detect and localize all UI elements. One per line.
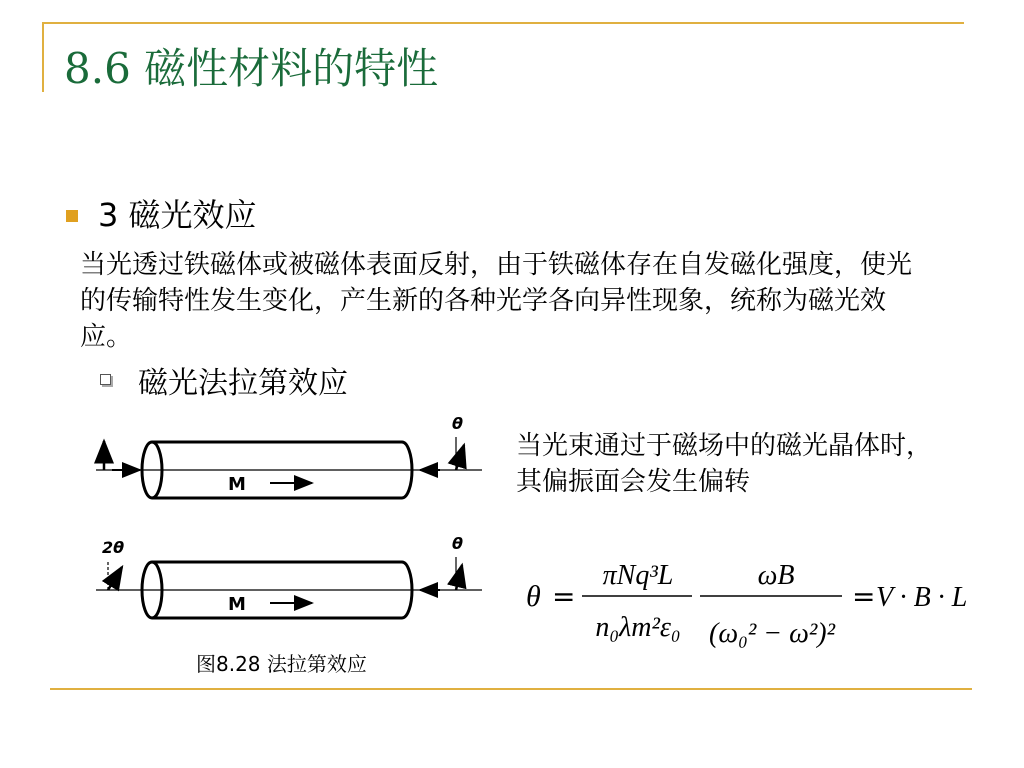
left-rule: [42, 22, 44, 92]
svg-text:=: =: [852, 580, 876, 613]
bullet-square-icon: [66, 210, 78, 222]
faraday-effect-figure: [90, 405, 490, 645]
hollow-square-bullet-icon: [100, 374, 111, 385]
bottom-rod-label: M: [228, 594, 246, 615]
bottom-rod: [96, 534, 482, 618]
section-heading: [98, 190, 257, 236]
top-theta-label: θ: [452, 414, 463, 433]
subsection-heading: 磁光法拉第效应: [138, 366, 348, 401]
formula-numerator-1: πNq³L: [602, 560, 674, 591]
formula-lhs: θ: [526, 580, 541, 613]
explanation-note: 当光束通过于磁场中的磁光晶体时，其偏振面会发生偏转: [516, 431, 933, 497]
bottom-rule: [50, 688, 972, 690]
section-title: 磁光效应: [128, 196, 257, 234]
formula-numerator-2: ωB: [757, 560, 795, 591]
description-paragraph: 当光透过铁磁体或被磁体表面反射，由于铁磁体存在自发磁化强度，使光的传输特性发生变化，产生新的各种光学各向异性现象，统称为磁光效应。: [80, 250, 913, 352]
formula-rhs: V · B · L: [876, 582, 968, 613]
top-rule: [44, 22, 964, 24]
slide-title: 8.6 磁性材料的特性: [64, 44, 439, 93]
caption-prefix: 图: [196, 652, 216, 676]
formula-denominator-1: n₀λm²ε₀: [595, 612, 681, 643]
verdet-formula: [520, 550, 990, 660]
caption-number: 8.28: [216, 652, 261, 676]
formula-denominator-2: (ω₀² − ω²)²: [709, 618, 835, 649]
caption-text: 法拉第效应: [260, 652, 367, 676]
top-rod: [96, 414, 482, 498]
top-rod-label: M: [228, 474, 246, 495]
section-number: 3: [98, 196, 119, 234]
svg-text:=: =: [552, 580, 576, 613]
figure-caption: [196, 648, 367, 677]
bottom-theta-label: θ: [452, 534, 463, 553]
two-theta-label: 2θ: [102, 538, 125, 557]
